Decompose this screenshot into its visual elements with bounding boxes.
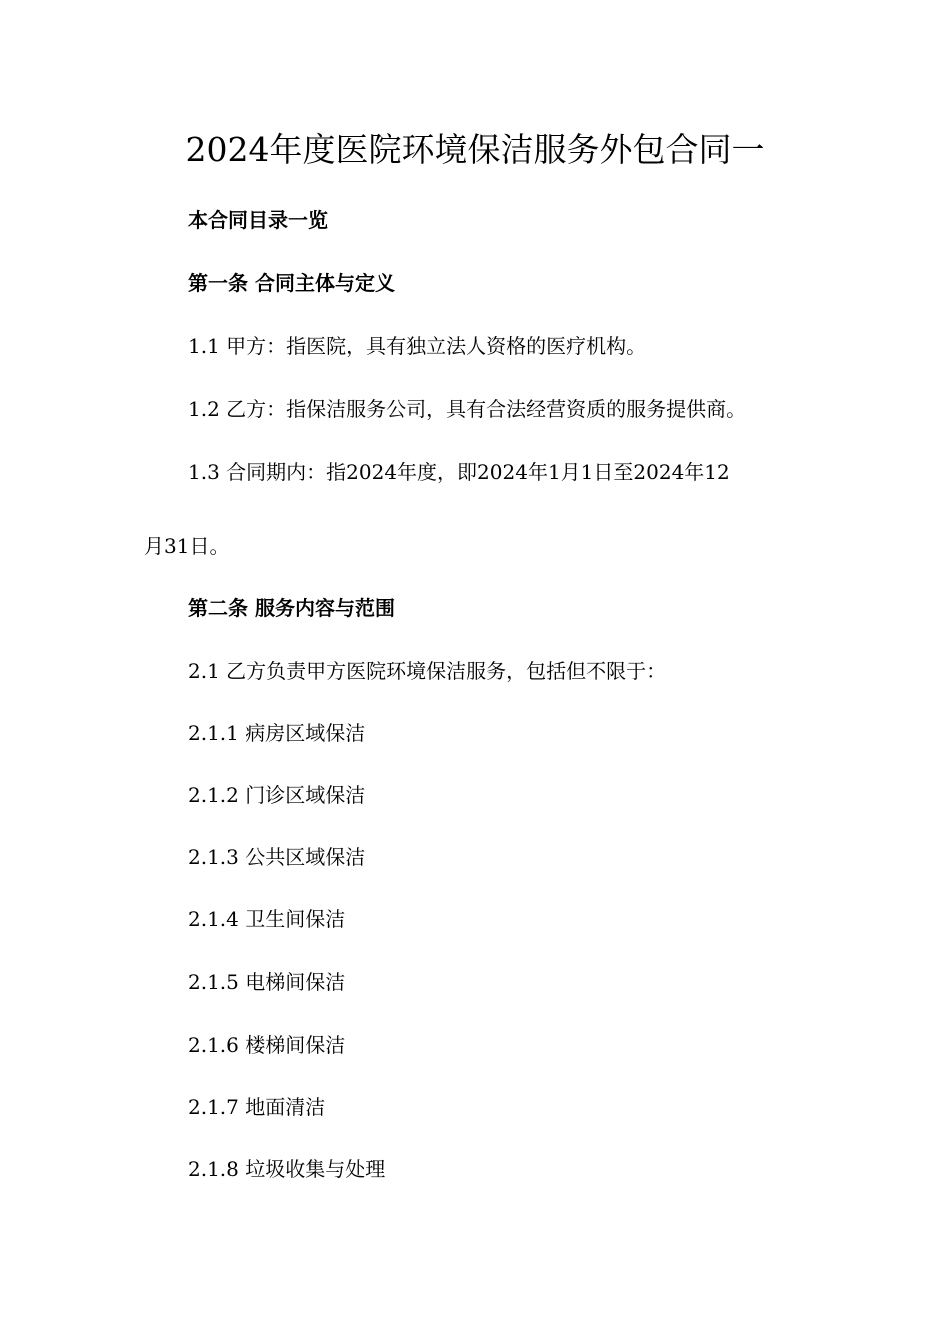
clause-1-1: 1.1 甲方：指医院，具有独立法人资格的医疗机构。 — [188, 334, 647, 358]
clause-2-1-6: 2.1.6 楼梯间保洁 — [188, 1033, 346, 1057]
toc-heading: 本合同目录一览 — [188, 208, 328, 232]
clause-2-1-4: 2.1.4 卫生间保洁 — [188, 907, 346, 931]
clause-2-1: 2.1 乙方负责甲方医院环境保洁服务，包括但不限于： — [188, 659, 667, 683]
clause-2-1-7: 2.1.7 地面清洁 — [188, 1095, 326, 1119]
clause-2-1-1: 2.1.1 病房区域保洁 — [188, 721, 366, 745]
clause-1-3: 1.3 合同期内：指2024年度，即2024年1月1日至2024年12 — [188, 460, 730, 484]
clause-2-1-5: 2.1.5 电梯间保洁 — [188, 970, 346, 994]
clause-2-1-3: 2.1.3 公共区域保洁 — [188, 845, 366, 869]
document-title: 2024年度医院环境保洁服务外包合同一 — [185, 130, 765, 169]
article-1-heading: 第一条 合同主体与定义 — [188, 271, 395, 295]
clause-1-3-continuation: 月31日。 — [144, 534, 230, 558]
clause-2-1-8: 2.1.8 垃圾收集与处理 — [188, 1157, 386, 1181]
article-2-heading: 第二条 服务内容与范围 — [188, 596, 395, 620]
clause-2-1-2: 2.1.2 门诊区域保洁 — [188, 783, 366, 807]
clause-1-2: 1.2 乙方：指保洁服务公司，具有合法经营资质的服务提供商。 — [188, 397, 747, 421]
